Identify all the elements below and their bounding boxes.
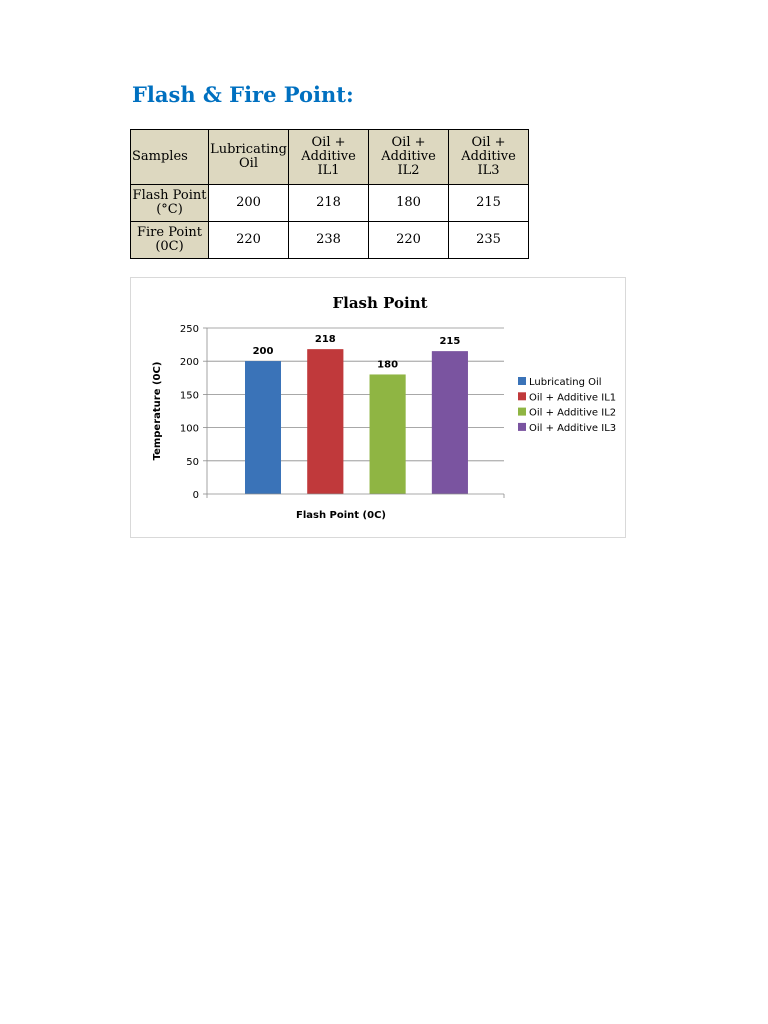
legend-swatch xyxy=(518,408,526,416)
flash-point-chart xyxy=(130,277,626,538)
legend-entry: Lubricating Oil xyxy=(529,377,602,388)
y-tick-label: 250 xyxy=(179,324,199,335)
bar-data-label: 215 xyxy=(439,336,461,348)
chart-bars xyxy=(245,334,468,494)
table-cell: 200 xyxy=(209,185,289,222)
column-header: Lubricating Oil xyxy=(209,130,289,185)
table-cell: 238 xyxy=(289,222,369,259)
page-heading: Flash & Fire Point: xyxy=(132,82,354,107)
table-cell: 218 xyxy=(289,185,369,222)
legend-swatch xyxy=(518,423,526,431)
y-tick-label: 0 xyxy=(192,490,199,501)
y-tick-label: 50 xyxy=(186,456,199,468)
bar-shade xyxy=(245,361,281,494)
chart-legend xyxy=(518,377,616,434)
y-tick-label: 100 xyxy=(179,423,199,435)
table-cell: 215 xyxy=(449,185,529,222)
chart-canvas xyxy=(131,278,627,539)
bar-shade xyxy=(307,349,343,494)
chart-title: Flash Point xyxy=(332,294,428,312)
y-axis-label: Temperature (0C) xyxy=(152,361,163,461)
y-tick-label: 150 xyxy=(179,390,199,402)
flash-fire-table xyxy=(130,129,529,259)
column-header: Oil + Additive IL1 xyxy=(289,130,369,185)
row-header: Fire Point (0C) xyxy=(131,222,209,259)
bar-data-label: 218 xyxy=(314,334,336,346)
legend-entry: Oil + Additive IL3 xyxy=(529,422,617,434)
legend-entry: Oil + Additive IL1 xyxy=(529,392,617,404)
table-row xyxy=(131,185,529,222)
table-corner-cell: Samples xyxy=(131,130,209,185)
table-header-row xyxy=(131,130,529,185)
table-cell: 180 xyxy=(369,185,449,222)
table-cell: 220 xyxy=(369,222,449,259)
column-header: Oil + Additive IL3 xyxy=(449,130,529,185)
table-cell: 220 xyxy=(209,222,289,259)
table-cell: 235 xyxy=(449,222,529,259)
legend-entry: Oil + Additive IL2 xyxy=(529,407,617,419)
table-row xyxy=(131,222,529,259)
y-tick-label: 200 xyxy=(179,357,199,369)
bar-shade xyxy=(370,374,406,494)
bar-data-label: 200 xyxy=(252,346,274,358)
legend-swatch xyxy=(518,392,526,400)
legend-swatch xyxy=(518,377,526,385)
x-axis-label: Flash Point (0C) xyxy=(295,510,387,521)
column-header: Oil + Additive IL2 xyxy=(369,130,449,185)
row-header: Flash Point (°C) xyxy=(131,185,209,222)
bar-data-label: 180 xyxy=(377,359,399,371)
bar-shade xyxy=(432,351,468,494)
